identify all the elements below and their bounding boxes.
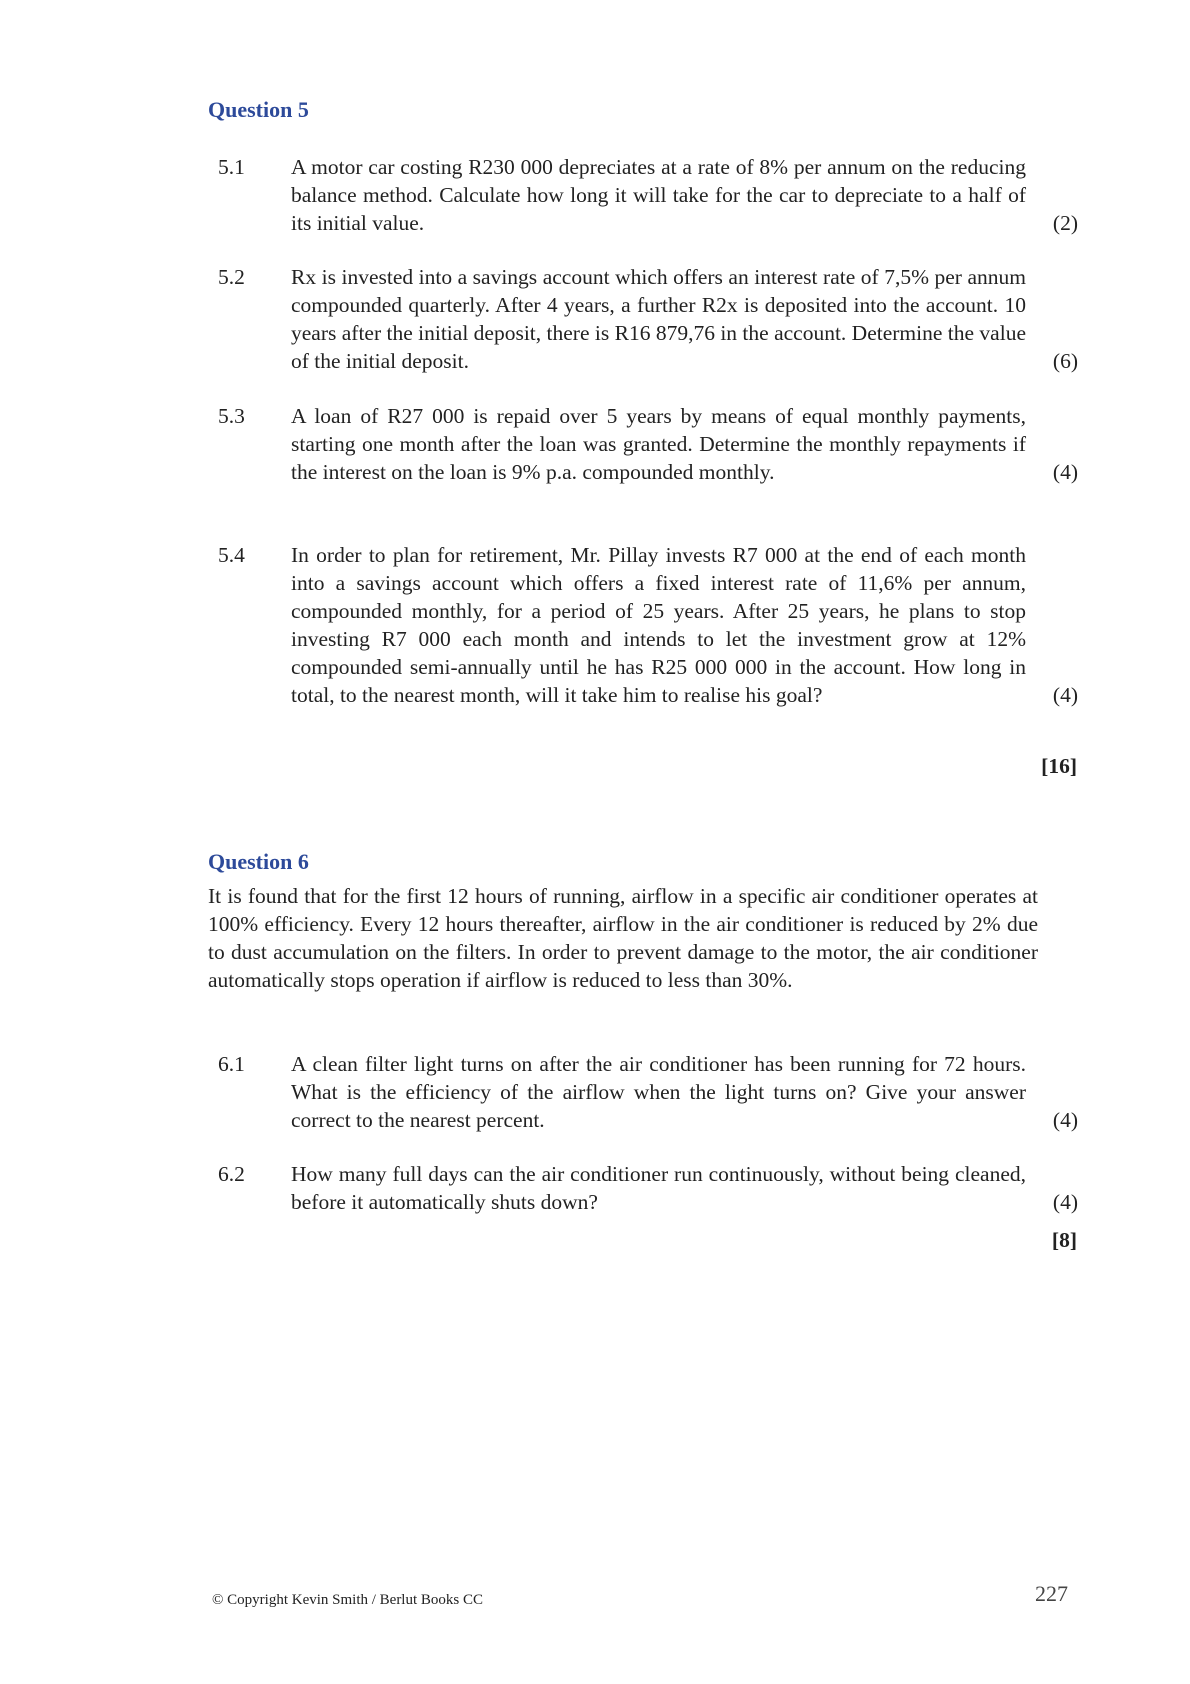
question-6-intro: It is found that for the first 12 hours of running, airflow in a specific air conditioner operates at 100% efficiency. Every 12 hours thereafter, airflow in the air conditioner is reduced by 2% due to dust accumulation on the filters. In order to prevent damage to the motor, the air conditioner automatically stops operation if airflow is reduced to less than 30%. — [208, 884, 1038, 992]
question-5-total: [16] — [1041, 754, 1077, 778]
item-text: A clean filter light turns on after the air conditioner has been running for 72 hours. What is the efficiency of the airflow when the light turns on? Give your answer correct to the nearest percent. — [291, 1052, 1026, 1132]
item-marks: (4) — [1052, 460, 1078, 484]
item-text: How many full days can the air conditioner run continuously, without being cleaned, before it automatically shuts down? — [291, 1162, 1026, 1214]
question-5-1 — [218, 153, 1078, 237]
item-marks: (4) — [1052, 683, 1078, 707]
item-number: 5.4 — [218, 543, 245, 567]
item-marks: (2) — [1052, 211, 1078, 235]
question-5-2 — [218, 263, 1078, 375]
question-5-3 — [218, 402, 1078, 486]
item-text: A motor car costing R230 000 depreciates at a rate of 8% per annum on the reducing balance method. Calculate how long it will take for the car to depreciate to a half of its initial value. — [291, 155, 1026, 235]
item-text: Rx is invested into a savings account which offers an interest rate of 7,5% per annum compounded quarterly. After 4 years, a further R2x is deposited into the account. 10 years after the initial deposit, there is R16 879,76 in the account. Determine the value of the initial deposit. — [291, 265, 1026, 373]
question-6-1 — [218, 1050, 1078, 1134]
question-6-heading: Question 6 — [208, 849, 309, 874]
item-text: A loan of R27 000 is repaid over 5 years by means of equal monthly payments, starting one month after the loan was granted. Determine the monthly repayments if the interest on the loan is 9% p.a. compounded monthly. — [291, 404, 1026, 484]
item-number: 6.2 — [218, 1162, 245, 1186]
item-text: In order to plan for retirement, Mr. Pillay invests R7 000 at the end of each month into a savings account which offers a fixed interest rate of 11,6% per annum, compounded monthly, for a period of 25 years. After 25 years, he plans to stop investing R7 000 each month and intends to let the investment grow at 12% compounded semi-annually until he has R25 000 000 in the account. How long in total, to the nearest month, will it take him to realise his goal? — [291, 543, 1026, 707]
item-number: 5.1 — [218, 155, 245, 179]
page-number: 227 — [1035, 1581, 1068, 1606]
question-5-heading: Question 5 — [208, 97, 309, 122]
copyright-footer: © Copyright Kevin Smith / Berlut Books CC — [212, 1592, 483, 1608]
item-number: 6.1 — [218, 1052, 245, 1076]
item-marks: (4) — [1052, 1108, 1078, 1132]
item-number: 5.3 — [218, 404, 245, 428]
question-5-4 — [218, 541, 1078, 709]
question-6-total: [8] — [1051, 1228, 1077, 1252]
question-6-2 — [218, 1160, 1078, 1216]
item-number: 5.2 — [218, 265, 245, 289]
item-marks: (4) — [1052, 1190, 1078, 1214]
item-marks: (6) — [1052, 349, 1078, 373]
